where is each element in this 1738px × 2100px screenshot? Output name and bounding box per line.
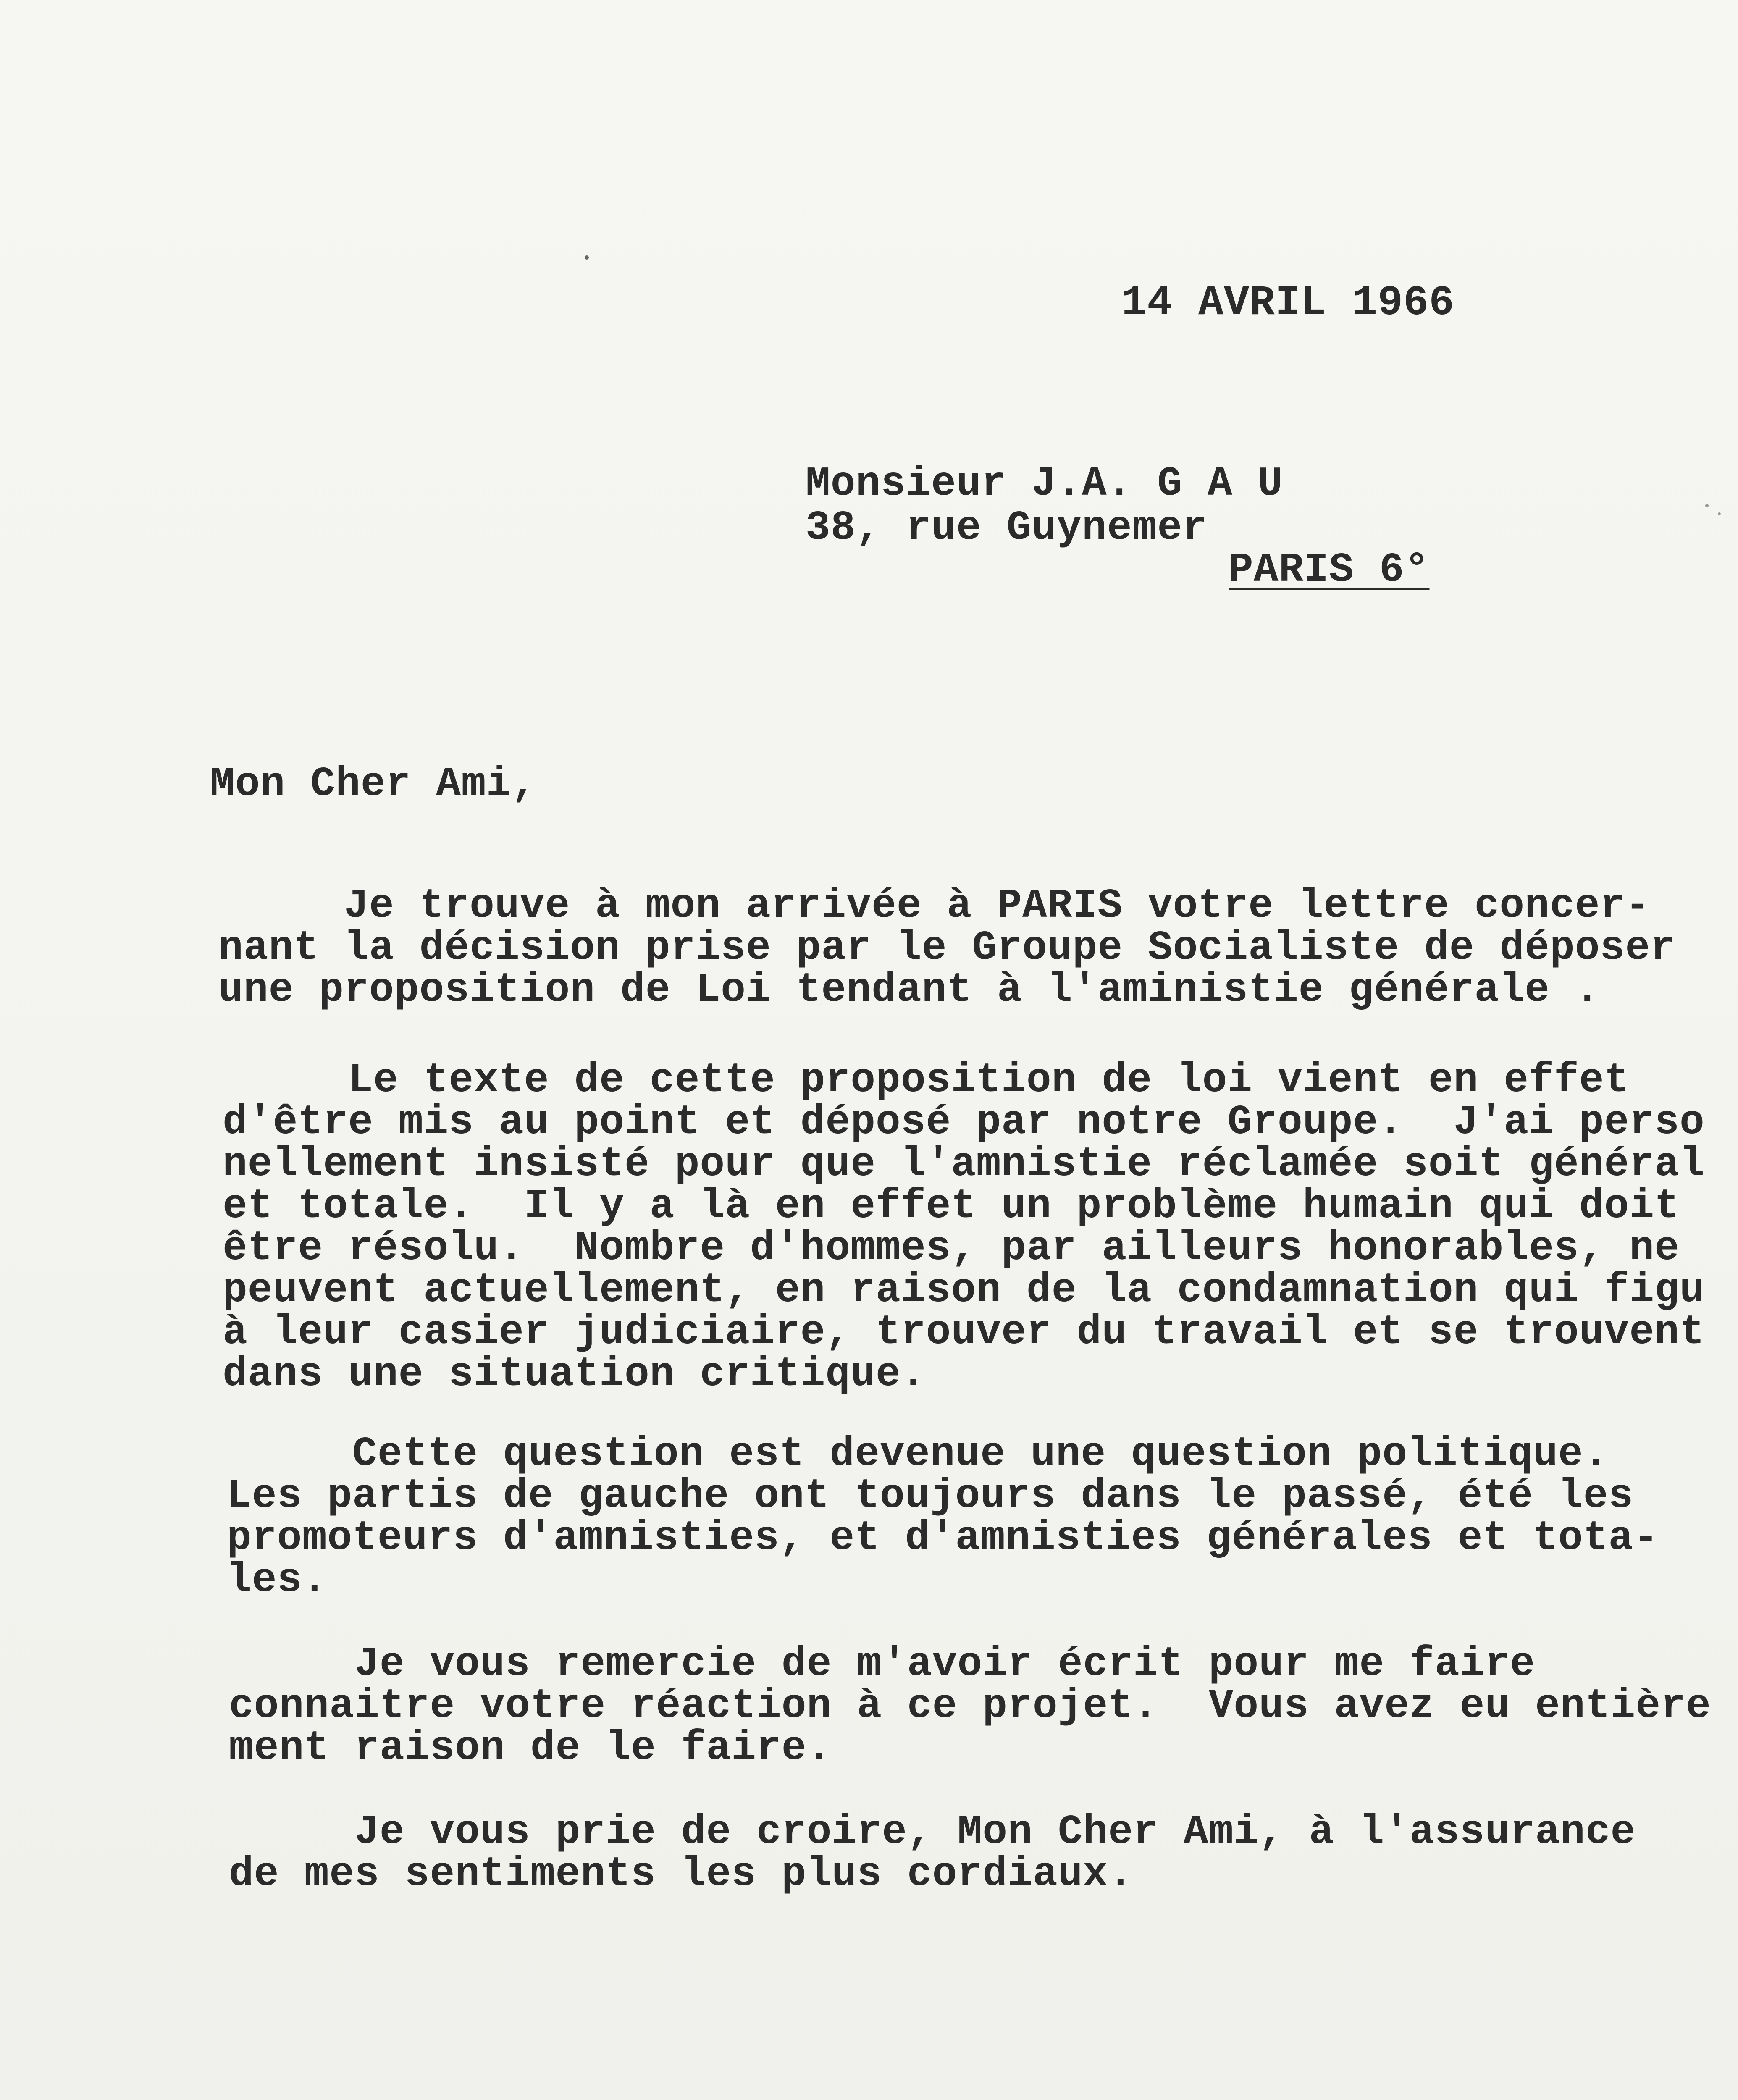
paragraph-line: Je vous prie de croire, Mon Cher Ami, à l'assurance	[229, 1809, 1636, 1856]
recipient-city: PARIS 6°	[1229, 547, 1430, 593]
paragraph-line: les.	[227, 1557, 328, 1604]
paragraph-line: Je vous remercie de m'avoir écrit pour me faire	[229, 1641, 1536, 1688]
paragraph-line: Les partis de gauche ont toujours dans le passé, été les	[227, 1473, 1634, 1520]
paragraph-line: d'être mis au point et déposé par notre Groupe. J'ai perso	[223, 1099, 1705, 1146]
paragraph-line: connaitre votre réaction à ce projet. Vous avez eu entière	[229, 1683, 1711, 1730]
paper-speck	[1718, 512, 1721, 515]
paragraph-line: ment raison de le faire.	[229, 1725, 832, 1772]
paper-speck	[585, 255, 589, 260]
paragraph-line: et totale. Il y a là en effet un problème humain qui doit	[223, 1183, 1680, 1230]
paragraph-line: Je trouve à mon arrivée à PARIS votre lettre concer-	[218, 883, 1651, 929]
paragraph-line: nant la décision prise par le Groupe Socialiste de déposer	[218, 925, 1675, 971]
paragraph-line: Cette question est devenue une question politique.	[227, 1431, 1609, 1478]
paragraph-line: peuvent actuellement, en raison de la condamnation qui figu	[223, 1267, 1705, 1314]
paragraph-line: promoteurs d'amnisties, et d'amnisties générales et tota-	[227, 1515, 1659, 1562]
salutation: Mon Cher Ami,	[210, 761, 537, 808]
paragraph-line: Le texte de cette proposition de loi vient en effet	[223, 1057, 1630, 1104]
paragraph-line: dans une situation critique.	[223, 1351, 926, 1398]
recipient-street: 38, rue Guynemer	[806, 505, 1208, 551]
recipient-name: Monsieur J.A. G A U	[806, 461, 1283, 507]
paragraph-line: une proposition de Loi tendant à l'aministie générale .	[218, 967, 1600, 1013]
paragraph-line: nellement insisté pour que l'amnistie réclamée soit général	[223, 1141, 1705, 1188]
paragraph-line: être résolu. Nombre d'hommes, par ailleurs honorables, ne	[223, 1225, 1680, 1272]
paragraph-line: de mes sentiments les plus cordiaux.	[229, 1851, 1134, 1898]
paragraph-line: à leur casier judiciaire, trouver du travail et se trouvent	[223, 1309, 1705, 1356]
letter-date: 14 AVRIL 1966	[1121, 280, 1455, 327]
paper-speck	[1705, 504, 1709, 507]
